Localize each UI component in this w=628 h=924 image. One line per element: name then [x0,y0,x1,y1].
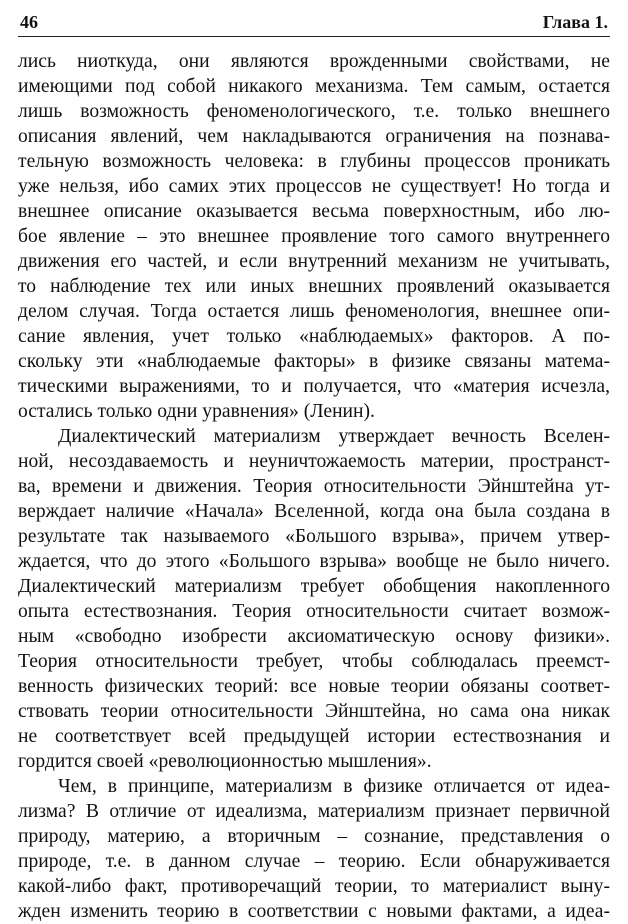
text-line: лизма? В отличие от идеализма, материализм признает первичной [18,801,610,822]
text-line: опыта естествознания. Теория относительности считает возмож- [18,601,610,622]
running-header [18,0,610,37]
text-line: остались только одни уравнения» (Ленин). [18,401,375,422]
text-line: Чем, в принципе, материализм в физике отличается от идеа- [58,776,610,797]
text-line: сание явления, учет только «наблюдаемых» факторов. А по- [18,326,610,347]
text-line: делом случая. Тогда остается лишь феноменология, внешнее опи- [18,301,610,322]
text-line: венность физических теорий: все новые теории обязаны соответ- [18,676,610,697]
text-line: бое явление – это внешнее проявление того самого внутреннего [18,226,610,247]
text-line: тическими выражениями, то и получается, что «материя исчезла, [18,376,610,397]
text-line: скольку эти «наблюдаемые факторы» в физике связаны матема- [18,351,610,372]
body-text [18,49,610,924]
text-line: гордится своей «революционностью мышления». [18,751,432,772]
text-line: Диалектический материализм утверждает вечность Вселен- [58,426,610,447]
text-line: лись ниоткуда, они являются врожденными свойствами, не [18,51,610,72]
text-line: внешнее описание оказывается весьма поверхностным, ибо лю- [18,201,610,222]
text-line: уже нельзя, ибо самих этих процессов не существует! Но тогда и [18,176,610,197]
text-line: результате так называемого «Большого взрыва», причем утвер- [18,526,610,547]
text-line: ствовать теории относительности Эйнштейна, но сама она никак [18,701,610,722]
text-line: лишь возможность феноменологического, т.е. только внешнего [18,101,610,122]
text-line: имеющими под собой никакого механизма. Тем самым, остается [18,76,610,97]
text-line: не соответствует всей предыдущей истории естествознания и [18,726,610,747]
text-line: движения его частей, и если внутренний механизм не учитывать, [18,251,610,272]
text-line: ждается, что до этого «Большого взрыва» вообще не было ничего. [18,551,610,572]
text-line: то наблюдение тех или иных внешних проявлений оказывается [18,276,610,297]
text-line: Диалектический материализм требует обобщения накопленного [18,576,610,597]
text-line: верждает наличие «Начала» Вселенной, когда она была создана в [18,501,610,522]
text-line: какой-либо факт, противоречащий теории, то материалист выну- [18,876,610,897]
text-line: природе, т.е. в данном случае – теорию. Если обнаруживается [18,851,610,872]
text-line: ным «свободно изобрести аксиоматическую основу физики». [18,626,610,647]
text-line: жден изменить теорию в соответствии с новыми фактами, а идеа- [18,901,610,922]
text-line: ной, несоздаваемость и неуничтожаемость материи, пространст- [18,451,610,472]
book-page [18,0,610,922]
text-line: ва, времени и движения. Теория относительности Эйнштейна ут- [18,476,610,497]
text-line: природу, материю, а вторичным – сознание, представления о [18,826,610,847]
page-number: 46 [20,12,38,32]
text-line: описания явлений, чем накладываются ограничения на познава- [18,126,610,147]
text-line: Теория относительности требует, чтобы соблюдалась преемст- [18,651,610,672]
chapter-title: Глава 1. [542,12,608,32]
text-line: тельную возможность человека: в глубины процессов проникать [18,151,610,172]
